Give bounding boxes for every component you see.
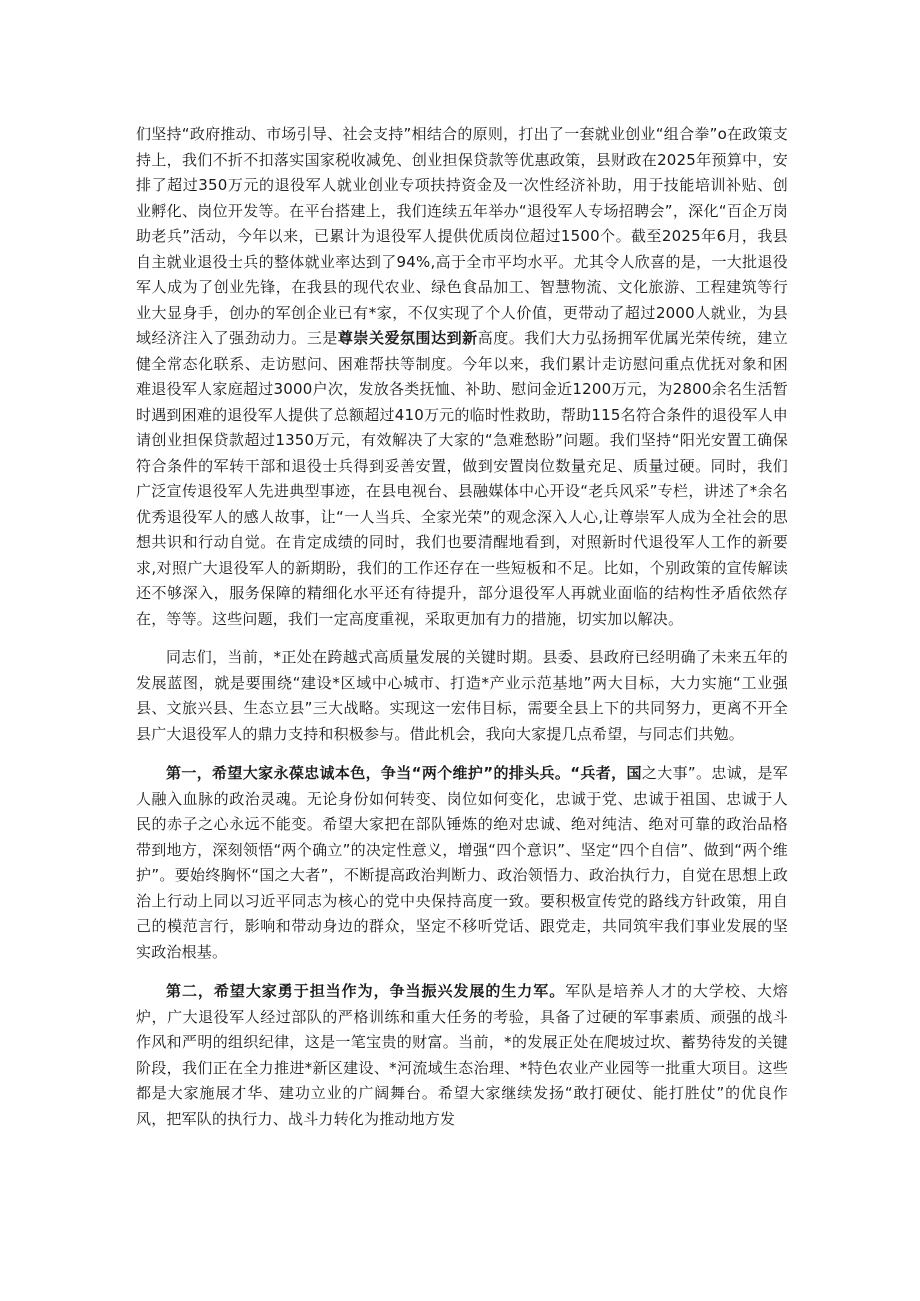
paragraph-hope-two [136,979,788,1132]
paragraph-outlook: 同志们，当前，*正处在跨越式高质量发展的关键时期。县委、县政府已经明确了未来五年的发展蓝图，就是要围绕“建设*区域中心城市、打造*产业示范基地”两大目标，大力实施“工业强县、文旅兴县、生态立县”三大战略。实现这一宏伟目标，需要全县上下的共同努力，更离不开全县广大退役军人的鼎力支持和积极参与。借此机会，我向大家提几点希望，与同志们共勉。 [136,648,788,743]
paragraph-text: 们坚持“政府推动、市场引导、社会支持”相结合的原则，打出了一套就业创业“组合拳”o在政策支持上，我们不折不扣落实国家税收减免、创业担保贷款等优惠政策，县财政在2025年预算中，安排了超过350万元的退役军人就业创业专项扶持资金及一次性经济补助，用于技能培训补贴、创业孵化、岗位开发等。在平台搭建上，我们连续五年举办“退役军人专场招聘会”，深化“百企万岗助老兵”活动，今年以来，已累计为退役军人提供优质岗位超过1500个。截至2025年6月，我县自主就业退役士兵的整体就业率达到了94%,高于全市平均水平。尤其令人欣喜的是，一大批退役军人成为了创业先锋，在我县的现代农业、绿色食品加工、智慧物流、文化旅游、工程建筑等行业大显身手，创办的军创企业已有*家，不仅实现了个人价值，更带动了超过2000人就业，为县域经济注入了强劲动力。三是 [136,125,788,347]
paragraph-hope-one [136,761,788,965]
paragraph-text: 之大事”。忠诚，是军人融入血脉的政治灵魂。无论身份如何转变、岗位如何变化，忠诚于党、忠诚于祖国、忠诚于人民的赤子之心永远不能变。希望大家把在部队锤炼的绝对忠诚、绝对纯洁、绝对可靠的政治品格带到地方，深刻领悟“两个确立”的决定性意义，增强“四个意识”、坚定“四个自信”、做到“两个维护”。要始终胸怀“国之大者”，不断提高政治判断力、政治领悟力、政治执行力，自觉在思想上政治上行动上同以习近平同志为核心的党中央保持高度一致。要积极宣传党的路线方针政策，用自己的模范言行，影响和带动身边的群众，坚定不移听党话、跟党走，共同筑牢我们事业发展的坚实政治根基。 [136,764,788,961]
document-body [136,122,788,1132]
bold-heading: 第二，希望大家勇于担当作为，争当振兴发展的生力军。 [166,982,566,1000]
bold-heading: 尊崇关爱氛围达到新 [337,329,478,347]
paragraph-text: 军队是培养人才的大学校、大熔炉，广大退役军人经过部队的严格训练和重大任务的考验，具备了过硬的军事素质、顽强的战斗作风和严明的组织纪律，这是一笔宝贵的财富。当前，*的发展正处在爬坡过坎、蓄势待发的关键阶段，我们正在全力推进*新区建设、*河流域生态治理、*特色农业产业园等一批重大项目。这些都是大家施展才华、建功立业的广阔舞台。希望大家继续发扬“敢打硬仗、能打胜仗”的优良作风，把军队的执行力、战斗力转化为推动地方发 [136,982,788,1128]
paragraph-text: 高度。我们大力弘扬拥军优属光荣传统，建立健全常态化联系、走访慰问、困难帮扶等制度。今年以来，我们累计走访慰问重点优抚对象和困难退役军人家庭超过3000户次，发放各类抚恤、补助、慰问金近1200万元，为2800余名生活暂时遇到困难的退役军人提供了总额超过410万元的临时性救助，帮助115名符合条件的退役军人申请创业担保贷款超过1350万元，有效解决了大家的“急难愁盼”问题。我们坚持“阳光安置工确保符合条件的军转干部和退役士兵得到妥善安置，做到安置岗位数量充足、质量过硬。同时，我们广泛宣传退役军人先进典型事迹，在县电视台、县融媒体中心开设“老兵风采”专栏，讲述了*余名优秀退役军人的感人故事，让“一人当兵、全家光荣”的观念深入人心,让尊崇军人成为全社会的思想共识和行动自觉。在肯定成绩的同时，我们也要清醒地看到，对照新时代退役军人工作的新要求,对照广大退役军人的新期盼，我们的工作还存在一些短板和不足。比如，个别政策的宣传解读还不够深入，服务保障的精细化水平还有待提升，部分退役军人再就业面临的结构性矛盾依然存在，等等。这些问题，我们一定高度重视，采取更加有力的措施，切实加以解决。 [136,329,788,628]
paragraph-achievements [136,122,788,632]
bold-heading: 第一，希望大家永葆忠诚本色，争当“两个维护”的排头兵。“兵者，国 [166,764,642,782]
